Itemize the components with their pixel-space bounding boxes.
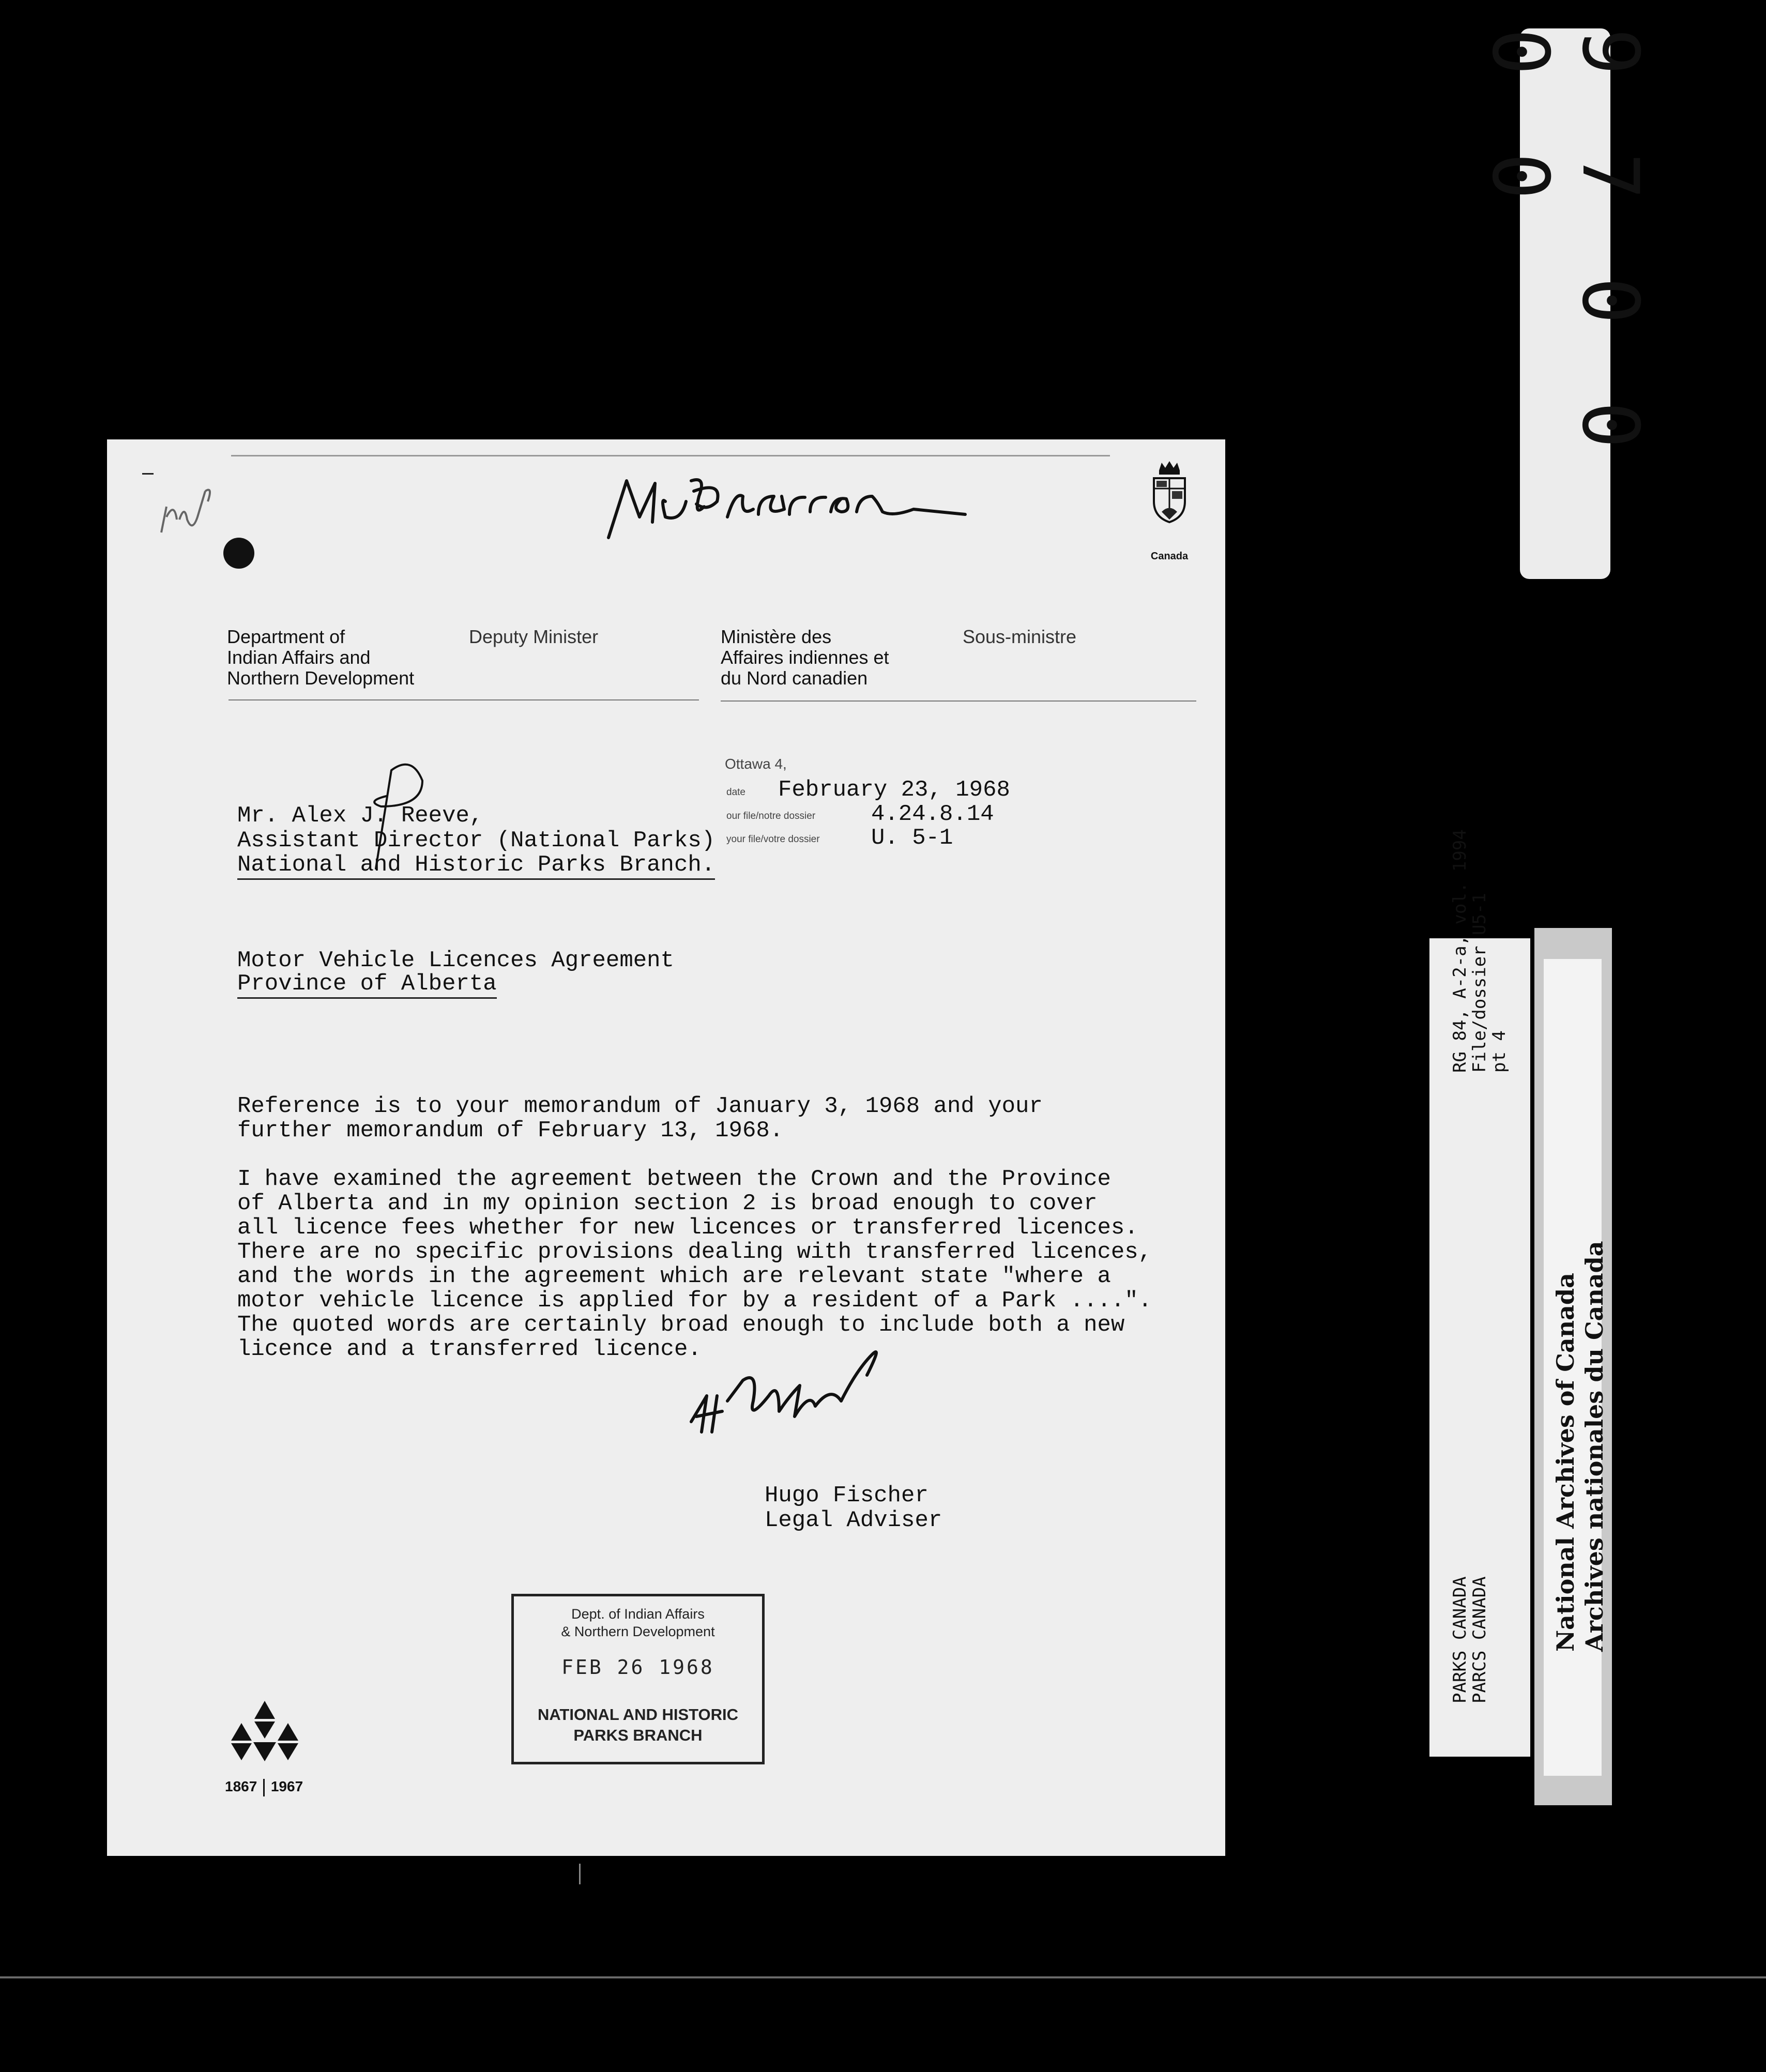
city-label: Ottawa 4, [725,756,787,772]
signatory-name: Hugo Fischer [765,1483,928,1509]
dept-name-fr-line: du Nord canadien [721,667,868,689]
handwritten-name [603,460,996,543]
subject-line-1: Motor Vehicle Licences Agreement [237,948,674,973]
dept-name-en-line: Department of [227,626,345,647]
centennial-divider [263,1779,265,1796]
archive-reference-line: File/dossier U5-1 [1469,893,1490,1073]
our-file-label: our file/notre dossier [726,811,816,821]
date-label: date [726,787,745,798]
stamp-dept-line-2: & Northern Development [561,1624,715,1639]
stamp-branch-line-2: PARKS BRANCH [573,1726,703,1744]
subject-line-2: Province of Alberta [237,972,497,999]
signatory-title: Legal Adviser [765,1507,942,1533]
centennial-symbol-icon [221,1698,309,1776]
centennial-year-start: 1867 [225,1778,257,1794]
addressee-title: Assistant Director (National Parks) [237,828,715,854]
agency-line: PARKS CANADA [1450,1576,1470,1703]
canada-wordmark: Canada [1150,551,1189,562]
frame-number: 9 7 0 0 0 0 [1475,28,1655,464]
stamp-branch-line-1: NATIONAL AND HISTORIC [537,1705,739,1724]
punch-hole [223,538,254,569]
stamp-dept-line-1: Dept. of Indian Affairs [571,1606,705,1622]
dept-name-fr-line: Ministère des [721,626,832,647]
dept-name-en-line: Indian Affairs and [227,647,371,668]
archive-reference-label [1429,829,1530,1757]
body-paragraph-2: I have examined the agreement between the Crown and the Province of Alberta and in my opinion section 2 is broad enough to cover all licence fees whether for new licences or transferred licences. There are no specific provisions dealing with transferred licences, and the words in the agreement which are relevant state "where a motor vehicle licence is applied for by a resident of a Park ....". The quoted words are certainly broad enough to include both a new licence and a transferred licence. [237,1166,1152,1362]
dept-name-fr [721,627,953,689]
archive-reference-line: RG 84, A-2-a, vol. 1994 [1450,829,1470,1073]
dept-name-en [227,627,460,689]
your-file-label: your file/votre dossier [726,834,820,845]
letter-date: February 23, 1968 [778,777,1010,803]
frame-number-strip [1475,28,1655,579]
addressee-branch: National and Historic Parks Branch. [237,853,715,880]
film-frame-edge [0,1976,1766,1978]
stamp-date: FEB 26 1968 [561,1656,714,1679]
centennial-years [225,1778,303,1796]
body-paragraph-1: Reference is to your memorandum of January 3, 1968 and your further memorandum of February 13, 1968. [237,1093,1043,1144]
handwritten-initials-mark [156,470,223,543]
addressee-name: Mr. Alex J. Reeve, [237,803,483,829]
archives-line: Archives nationales du Canada [1580,1241,1608,1652]
received-stamp [511,1594,765,1764]
letter-page [107,439,1225,1856]
letterhead-rule-fr [721,700,1196,702]
coat-of-arms-icon [1146,460,1193,532]
film-tick-mark [579,1864,581,1884]
centennial-year-end: 1967 [270,1778,303,1794]
archives-label [1534,928,1612,1805]
archive-reference-line: pt 4 [1489,1030,1510,1073]
handwritten-signature-initials [676,1339,996,1442]
our-file-number: 4.24.8.14 [871,801,994,827]
archives-line: National Archives of Canada [1551,1273,1579,1652]
top-edge-rule [231,455,1110,456]
punch-mark [142,473,154,475]
letterhead-rule-en [229,699,699,700]
dept-name-fr-line: Affaires indiennes et [721,647,889,668]
agency-line: PARCS CANADA [1469,1576,1490,1703]
handwritten-routing-mark [334,750,459,879]
office-en: Deputy Minister [469,626,599,647]
office-fr: Sous-ministre [963,626,1077,647]
your-file-number: U. 5-1 [871,825,953,851]
dept-name-en-line: Northern Development [227,667,415,689]
